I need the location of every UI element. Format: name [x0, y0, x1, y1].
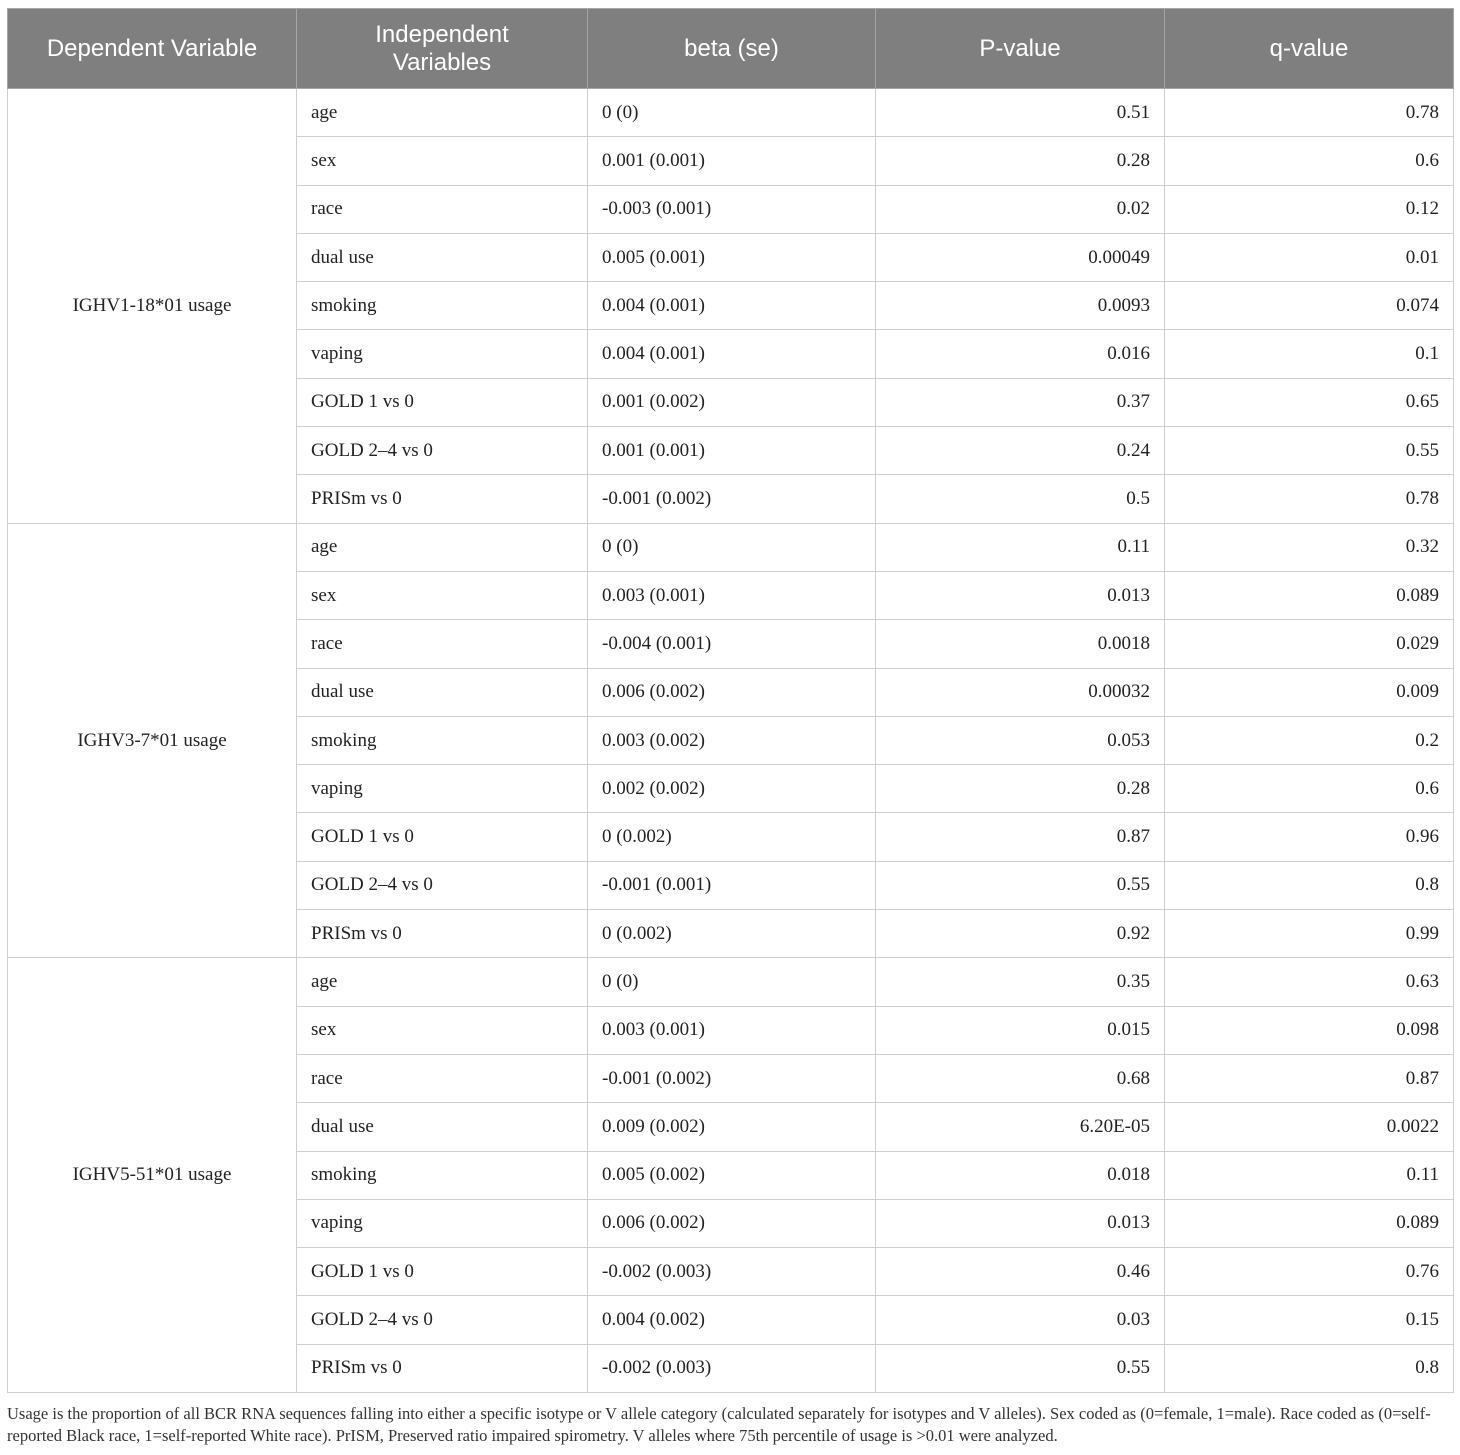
p-value-cell: 0.0093 [876, 282, 1165, 330]
dependent-variable-cell: IGHV5-51*01 usage [8, 958, 297, 1393]
p-value-cell: 0.46 [876, 1248, 1165, 1296]
independent-variable-cell: GOLD 1 vs 0 [297, 1248, 588, 1296]
independent-variable-cell: smoking [297, 282, 588, 330]
q-value-cell: 0.96 [1165, 813, 1454, 861]
beta-se-cell: -0.002 (0.003) [588, 1344, 876, 1392]
q-value-cell: 0.098 [1165, 1006, 1454, 1054]
independent-variable-cell: smoking [297, 716, 588, 764]
beta-se-cell: -0.004 (0.001) [588, 620, 876, 668]
p-value-cell: 0.0018 [876, 620, 1165, 668]
independent-variable-cell: GOLD 1 vs 0 [297, 813, 588, 861]
beta-se-cell: 0.004 (0.001) [588, 282, 876, 330]
p-value-cell: 6.20E-05 [876, 1103, 1165, 1151]
p-value-cell: 0.02 [876, 185, 1165, 233]
independent-variable-cell: sex [297, 571, 588, 619]
beta-se-cell: 0.005 (0.001) [588, 233, 876, 281]
p-value-cell: 0.015 [876, 1006, 1165, 1054]
p-value-cell: 0.28 [876, 137, 1165, 185]
independent-variable-cell: race [297, 620, 588, 668]
p-value-cell: 0.053 [876, 716, 1165, 764]
p-value-cell: 0.016 [876, 330, 1165, 378]
independent-variable-cell: vaping [297, 765, 588, 813]
q-value-cell: 0.78 [1165, 89, 1454, 137]
dependent-variable-cell: IGHV3-7*01 usage [8, 523, 297, 958]
independent-variable-cell: PRISm vs 0 [297, 475, 588, 523]
independent-variable-cell: dual use [297, 1103, 588, 1151]
p-value-cell: 0.51 [876, 89, 1165, 137]
beta-se-cell: -0.001 (0.002) [588, 475, 876, 523]
independent-variable-cell: age [297, 958, 588, 1006]
q-value-cell: 0.2 [1165, 716, 1454, 764]
beta-se-cell: 0.003 (0.002) [588, 716, 876, 764]
beta-se-cell: 0.006 (0.002) [588, 1199, 876, 1247]
q-value-cell: 0.65 [1165, 378, 1454, 426]
beta-se-cell: 0.003 (0.001) [588, 571, 876, 619]
independent-variable-cell: race [297, 185, 588, 233]
q-value-cell: 0.15 [1165, 1296, 1454, 1344]
q-value-cell: 0.55 [1165, 427, 1454, 475]
independent-variable-cell: GOLD 1 vs 0 [297, 378, 588, 426]
q-value-cell: 0.1 [1165, 330, 1454, 378]
beta-se-cell: 0.009 (0.002) [588, 1103, 876, 1151]
p-value-cell: 0.37 [876, 378, 1165, 426]
p-value-cell: 0.00032 [876, 668, 1165, 716]
q-value-cell: 0.01 [1165, 233, 1454, 281]
table-footnote: Usage is the proportion of all BCR RNA sequences falling into either a specific isotype or V allele category (calculated separately for isotypes and V alleles). Sex coded as (0=female, 1=male). Race coded as (0=self-reported Black race, 1=self-reported White race). PrISM, Preserved ratio impaired spirometry. V alleles where 75th percentile of usage is >0.01 were analyzed. [7, 1404, 1431, 1446]
independent-variable-cell: vaping [297, 330, 588, 378]
header-p-value: P-value [876, 9, 1165, 89]
q-value-cell: 0.6 [1165, 765, 1454, 813]
q-value-cell: 0.63 [1165, 958, 1454, 1006]
p-value-cell: 0.55 [876, 861, 1165, 909]
p-value-cell: 0.35 [876, 958, 1165, 1006]
independent-variable-cell: GOLD 2–4 vs 0 [297, 1296, 588, 1344]
q-value-cell: 0.11 [1165, 1151, 1454, 1199]
beta-se-cell: 0.002 (0.002) [588, 765, 876, 813]
header-beta-se: beta (se) [588, 9, 876, 89]
p-value-cell: 0.68 [876, 1054, 1165, 1102]
regression-table [7, 8, 1454, 1393]
p-value-cell: 0.24 [876, 427, 1165, 475]
beta-se-cell: 0 (0.002) [588, 813, 876, 861]
p-value-cell: 0.28 [876, 765, 1165, 813]
beta-se-cell: 0 (0.002) [588, 910, 876, 958]
beta-se-cell: 0 (0) [588, 958, 876, 1006]
beta-se-cell: 0 (0) [588, 89, 876, 137]
beta-se-cell: 0.001 (0.001) [588, 137, 876, 185]
independent-variable-cell: sex [297, 1006, 588, 1054]
table-container [7, 8, 1453, 1447]
q-value-cell: 0.32 [1165, 523, 1454, 571]
beta-se-cell: 0.005 (0.002) [588, 1151, 876, 1199]
q-value-cell: 0.99 [1165, 910, 1454, 958]
q-value-cell: 0.8 [1165, 1344, 1454, 1392]
table-row [8, 523, 1454, 571]
beta-se-cell: -0.001 (0.001) [588, 861, 876, 909]
independent-variable-cell: vaping [297, 1199, 588, 1247]
independent-variable-cell: dual use [297, 233, 588, 281]
beta-se-cell: -0.002 (0.003) [588, 1248, 876, 1296]
header-q-value: q-value [1165, 9, 1454, 89]
beta-se-cell: 0.004 (0.001) [588, 330, 876, 378]
p-value-cell: 0.87 [876, 813, 1165, 861]
independent-variable-cell: PRISm vs 0 [297, 1344, 588, 1392]
dependent-variable-cell: IGHV1-18*01 usage [8, 89, 297, 524]
independent-variable-cell: dual use [297, 668, 588, 716]
p-value-cell: 0.92 [876, 910, 1165, 958]
independent-variable-cell: age [297, 89, 588, 137]
p-value-cell: 0.55 [876, 1344, 1165, 1392]
q-value-cell: 0.074 [1165, 282, 1454, 330]
p-value-cell: 0.11 [876, 523, 1165, 571]
beta-se-cell: 0.001 (0.001) [588, 427, 876, 475]
q-value-cell: 0.78 [1165, 475, 1454, 523]
q-value-cell: 0.089 [1165, 571, 1454, 619]
table-row [8, 89, 1454, 137]
independent-variable-cell: age [297, 523, 588, 571]
p-value-cell: 0.5 [876, 475, 1165, 523]
beta-se-cell: 0.003 (0.001) [588, 1006, 876, 1054]
header-independent-variables: Independent Variables [297, 9, 588, 89]
beta-se-cell: 0.001 (0.002) [588, 378, 876, 426]
q-value-cell: 0.009 [1165, 668, 1454, 716]
header-row [8, 9, 1454, 89]
p-value-cell: 0.013 [876, 1199, 1165, 1247]
p-value-cell: 0.00049 [876, 233, 1165, 281]
p-value-cell: 0.013 [876, 571, 1165, 619]
independent-variable-cell: GOLD 2–4 vs 0 [297, 861, 588, 909]
independent-variable-cell: race [297, 1054, 588, 1102]
independent-variable-cell: smoking [297, 1151, 588, 1199]
beta-se-cell: 0 (0) [588, 523, 876, 571]
beta-se-cell: -0.001 (0.002) [588, 1054, 876, 1102]
independent-variable-cell: sex [297, 137, 588, 185]
q-value-cell: 0.089 [1165, 1199, 1454, 1247]
table-body [8, 89, 1454, 1393]
beta-se-cell: 0.004 (0.002) [588, 1296, 876, 1344]
q-value-cell: 0.12 [1165, 185, 1454, 233]
q-value-cell: 0.8 [1165, 861, 1454, 909]
independent-variable-cell: GOLD 2–4 vs 0 [297, 427, 588, 475]
independent-variable-cell: PRISm vs 0 [297, 910, 588, 958]
beta-se-cell: -0.003 (0.001) [588, 185, 876, 233]
beta-se-cell: 0.006 (0.002) [588, 668, 876, 716]
p-value-cell: 0.018 [876, 1151, 1165, 1199]
p-value-cell: 0.03 [876, 1296, 1165, 1344]
header-dependent-variable: Dependent Variable [8, 9, 297, 89]
q-value-cell: 0.76 [1165, 1248, 1454, 1296]
q-value-cell: 0.87 [1165, 1054, 1454, 1102]
q-value-cell: 0.6 [1165, 137, 1454, 185]
q-value-cell: 0.0022 [1165, 1103, 1454, 1151]
table-row [8, 958, 1454, 1006]
q-value-cell: 0.029 [1165, 620, 1454, 668]
